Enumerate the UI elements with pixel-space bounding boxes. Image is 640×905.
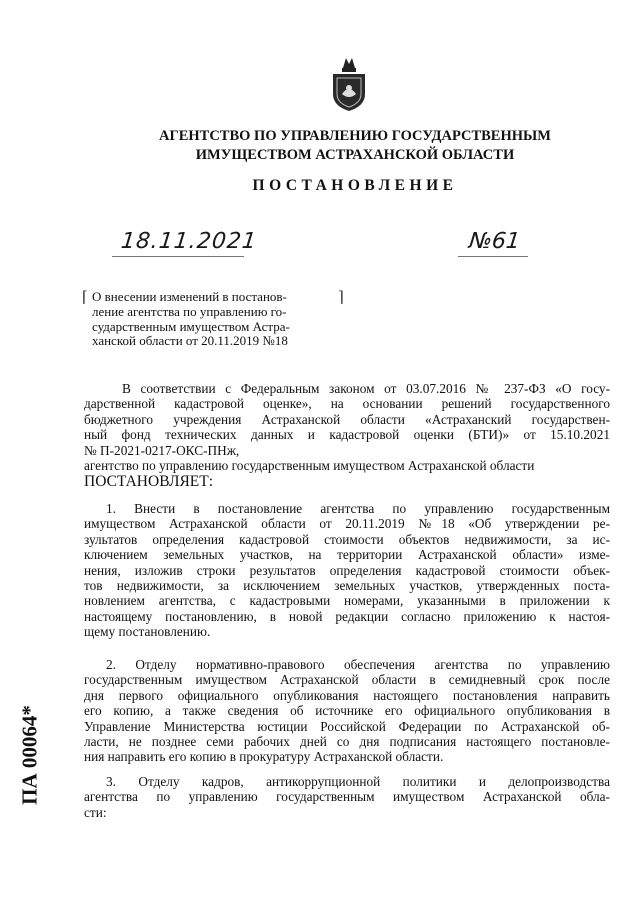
date-underline [112, 256, 244, 257]
preamble-line: ный фонд технических данных и кадастровой оценки (БТИ)» от 15.10.2021 [84, 427, 610, 443]
item-2-line: его копию, а также сведения об источнике его официального опубликования в [84, 703, 610, 719]
item-1 [84, 501, 610, 640]
agency-name-line-1: АГЕНТСТВО ПО УПРАВЛЕНИЮ ГОСУДАРСТВЕННЫМ [159, 128, 551, 144]
item-2-line: дня первого официального опубликования настоящего постановления направить [84, 687, 610, 703]
item-3 [84, 774, 610, 820]
item-1-line: щему постановлению. [84, 624, 211, 640]
document-subject [92, 290, 362, 349]
item-1-line: тов недвижимости, за исключением земельных участков, утвержденных поста- [84, 578, 610, 594]
item-1-line: ключением земельных участков, на территории Астраханской области» изме- [84, 547, 610, 563]
preamble-line: дарственной кадастровой оценке», на основании решений государственного [84, 396, 610, 412]
preamble-line: бюджетного учреждения Астраханской области «Астраханский государствен- [84, 411, 610, 427]
subject-line: сударственным имуществом Астра- [92, 318, 290, 334]
item-2-line: ласти, не позднее семи рабочих дней со дня подписания настоящего постановле- [84, 734, 610, 750]
item-1-line: настоящему постановлению, в новой редакции согласно приложению к настоя- [84, 608, 610, 624]
document-type-title: ПОСТАНОВЛЕНИЕ [252, 177, 458, 194]
subject-line: О внесении изменений в постанов- [92, 289, 287, 304]
item-1-line: зультатов определения кадастровой стоимости объектов недвижимости, за ис- [84, 531, 610, 547]
subject-bracket-left: ⌈ [82, 290, 88, 306]
coat-of-arms-emblem [329, 54, 369, 112]
subject-line: ление агентства по управлению го- [92, 303, 287, 319]
subject-line: ханской области от 20.11.2019 №18 [92, 333, 288, 349]
preamble-line: агентство по управлению государственным имуществом Астраханской области [84, 458, 535, 474]
item-2-line: 2. Отделу нормативно-правового обеспечения агентства по управлению [106, 657, 610, 672]
item-2-line: Управление Министерства юстиции Российской Федерации по Астраханской об- [84, 718, 610, 734]
item-2-line: государственным имуществом Астраханской области в семидневный срок после [84, 672, 610, 688]
preamble-resolves: ПОСТАНОВЛЯЕТ: [84, 473, 214, 491]
agency-name-line-2: ИМУЩЕСТВОМ АСТРАХАНСКОЙ ОБЛАСТИ [195, 147, 515, 163]
subject-bracket-right: ⌉ [338, 290, 344, 306]
item-3-line: агентства по управлению государственным имуществом Астраханской обла- [84, 789, 610, 805]
item-1-line: нения, изложив строки результатов определения кадастровой стоимости объек- [84, 562, 610, 578]
item-1-line: новлением агентства, с кадастровыми номерами, указанными в приложении к [84, 593, 610, 609]
number-underline [458, 256, 528, 257]
preamble [84, 381, 610, 490]
handwritten-date: 18.11.2021 [119, 229, 259, 254]
item-1-line: имуществом Астраханской области от 20.11.2019 №18 «Об утверждении ре- [84, 516, 610, 532]
registration-stamp [10, 650, 50, 860]
item-2-line: ния направить его копию в прокуратуру Астраханской области. [84, 749, 444, 765]
preamble-line: № П-2021-0217-ОКС-ПНж, [84, 442, 240, 458]
registration-stamp-text: ПА 00064* [17, 705, 42, 805]
handwritten-number: №61 [467, 229, 522, 254]
item-1-line: 1. Внести в постановление агентства по управлению государственным [106, 501, 610, 516]
item-3-line: сти: [84, 804, 107, 820]
item-2 [84, 657, 610, 765]
item-3-line: 3. Отделу кадров, антикоррупционной политики и делопроизводства [106, 774, 610, 789]
preamble-line: В соответствии с Федеральным законом от 03.07.2016 № 237-ФЗ «О госу- [122, 381, 610, 396]
